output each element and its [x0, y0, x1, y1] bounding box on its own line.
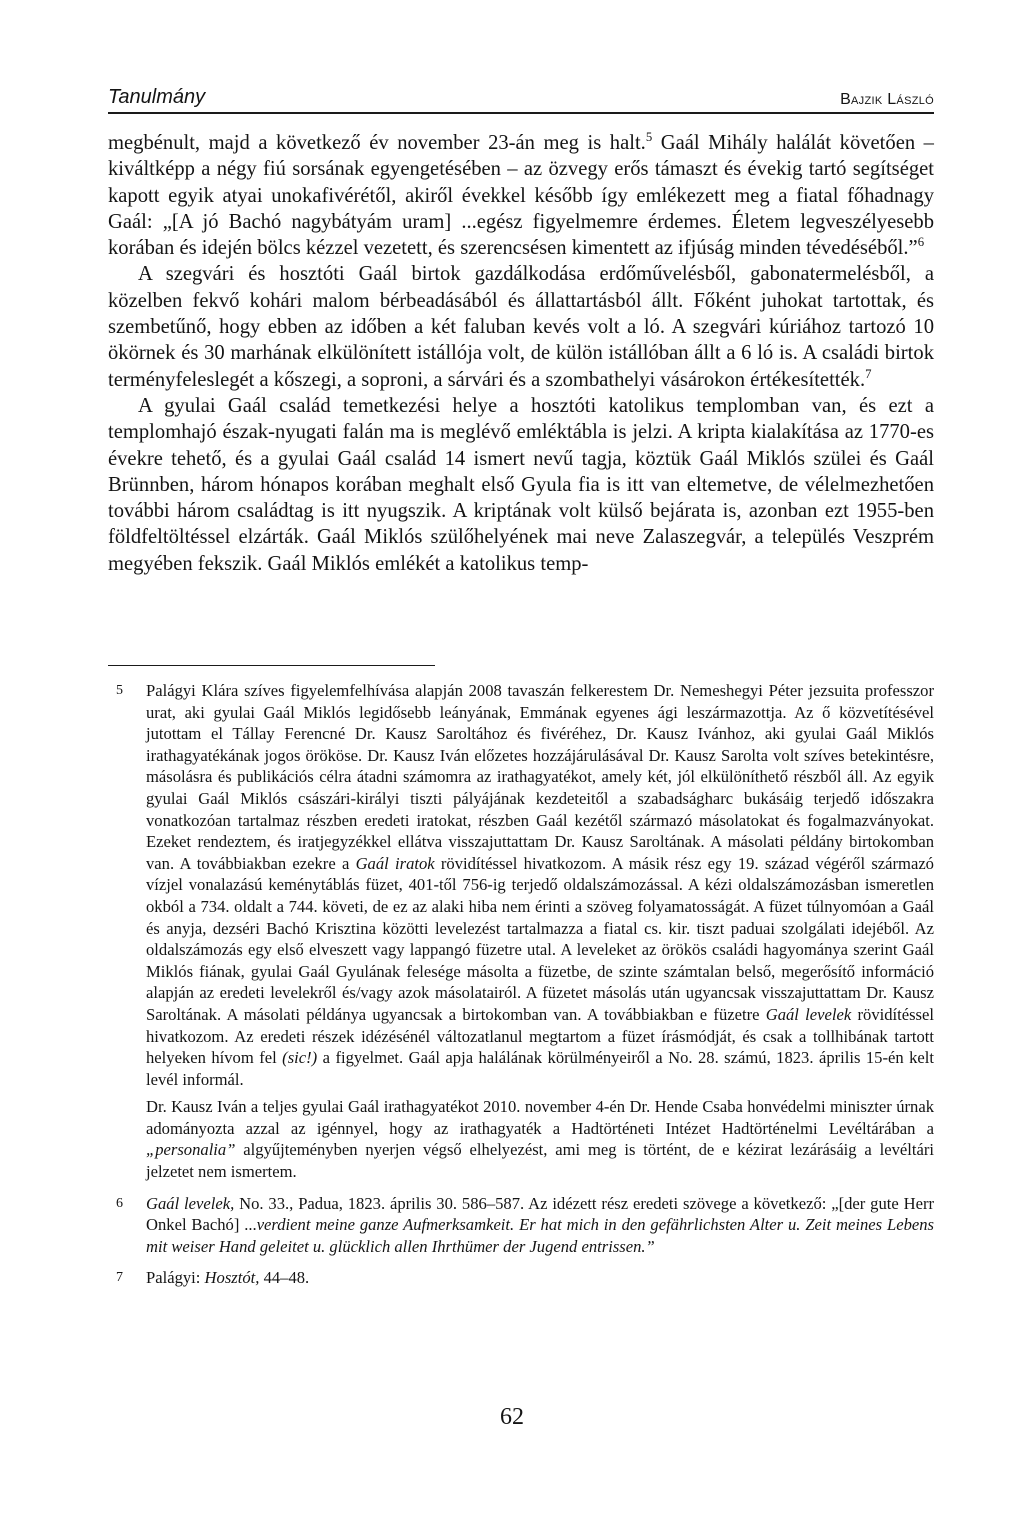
- footnote-5-paragraph-2: [146, 1096, 934, 1182]
- footnote-body: [146, 680, 934, 1189]
- footnote-number: 5: [116, 683, 123, 698]
- footnote-italic: Gaál iratok: [355, 853, 435, 873]
- header-author: Bajzik László: [840, 91, 934, 108]
- footnote-5-paragraph-1: [146, 680, 934, 1090]
- footnote-text: No. 33., Padua, 1823. április 30. 586–587. Az idézett rész eredeti szövege a következő: „[der gute Herr Onkel Bachó] ...: [146, 1193, 935, 1235]
- footnote-number: 6: [116, 1195, 123, 1211]
- footnote-italic: Gaál levelek,: [146, 1193, 235, 1213]
- header-section-title: Tanulmány: [108, 86, 206, 108]
- footnote-text: rövidítéssel hivatkozom. A másik rész egy 19. század végéről származó vízjel vonalazású keménytáblás füzet, 401-től 756-ig terjedő oldalszámozással. A kézi oldalszámozásban ismeretlen okból a 734. oldalt a 744. követi, de ez az alaki hiba nem érinti a szöveg folyamatosságát. A füzet túlnyomóan a Gaál és anyja, dezséri Bachó Krisztina közötti levelezést tartalmazza a fiatal cs. kir. tiszt paduai szolgálati idejéből. Az oldalszámozás egy első elveszett vagy lappangó füzetre utal. A leveleket az örökös családi hagyománya szerint Gaál Miklós fiának, gyulai Gaál Gyulának felesége másolta a füzetbe, de szinte számtalan belső, megerősítő információ alapján az eredeti levelekről és/vagy azok másolatairól. A füzetet másolás után ugyancsak visszajuttattam Dr. Kausz Saroltának. A másolati példánya ugyancsak a birtokomban van. A továbbiakban e füzetre: [146, 853, 934, 1024]
- footnote-6-paragraph: [146, 1193, 934, 1258]
- footnote-number: 7: [116, 1270, 123, 1286]
- footnote-ref-6: 6: [917, 235, 925, 250]
- footnote-text: a figyelmet. Gaál apja halálának körülményeiről a No. 28. számú, 1823. április 15-én kelt levél informál.: [146, 1048, 934, 1089]
- footnote-text: rövidítéssel hivatkozom. Az eredeti részek idézésénél változatlanul megtartom a füzet írásmódját, és csak a tollhibának tartott helyeken hívom fel: [146, 1004, 934, 1068]
- footnote-italic: (sic!): [282, 1048, 318, 1068]
- footnote-italic: Gaál levelek: [765, 1004, 852, 1024]
- paragraph-1: [108, 130, 934, 261]
- footnote-body: [146, 1193, 934, 1264]
- paragraph-2: [108, 261, 934, 392]
- footnote-text: Palágyi Klára szíves figyelemfelhívása alapján 2008 tavaszán felkerestem Dr. Nemeshegyi Péter jezsuita professzor urat, aki gyulai Gaál Miklós legidősebb leányának, Emmának egyenes ági leszármazottja. Az ő közvetítésével jutottam el Tállay Ferencné Dr. Kausz Saroltához és fivéréhez, Dr. Kausz Ivánhoz, aki gyulai Gaál Miklós irathagyatékának jogos örököse. Dr. Kausz Iván előzetes hozzájárulásával Dr. Kausz Sarolta volt szíves betekintésre, másolásra és publikációs célra átadni számomra az irathagyatékot, amely két, jól elkülöníthető részből áll. Az egyik gyulai Gaál Miklós császári-királyi tiszti pályájának kezdeteitől a szabadságharc bukásáig terjedő időszakra vonatkozóan tartalmaz részben eredeti iratokat, részben Gaál kezétől származó másolatokat és fogalmazványokat. Ezeket rendeztem, és iratjegyzékkel ellátva visszajuttattam Dr. Kausz Saroltának. A másolati példány birtokomban van. A továbbiakban ezekre a: [146, 681, 934, 873]
- running-header: [108, 86, 934, 114]
- footnote-text: Palágyi:: [146, 1268, 205, 1288]
- footnote-italic: verdient meine ganze Aufmerksamkeit. Er hat mich in den gefährlichsten Alter u. Zeit meines Lebens mit weiser Hand geleitet u. glücklich allen Ihrthümer der Jugend entrissen.”: [146, 1215, 934, 1256]
- footnote-text: 44–48.: [259, 1268, 310, 1288]
- footnote-ref-5: 5: [645, 130, 653, 145]
- footnote-body: [146, 1267, 934, 1295]
- paragraph-1-text-a: megbénult, majd a következő év november 23-án meg is halt.: [108, 132, 646, 154]
- paragraph-1-text-b: Gaál Mihály halálát követően – kiváltképp a négy fiú sorsának egyengetésében – az özvegy erős támaszt és évekig tartó segítséget kapott egyik atyai unokafivérétől, akiről évekkel később így emlékezett meg a fiatal főhadnagy Gaál: „[A jó Bachó nagybátyám uram] ...egész figyelmemre érdemes. Életem legveszélyesebb korában és idején bölcs kézzel vezetett, és szerencsésen kimentett az ifjúság minden tévedéséből.”: [108, 132, 934, 260]
- footnote-6: [108, 1193, 934, 1264]
- footnote-ref-7: 7: [865, 366, 872, 381]
- page-number: 62: [500, 1404, 524, 1430]
- footnote-separator: [108, 665, 435, 666]
- paragraph-2-text: A szegvári és hosztóti Gaál birtok gazdálkodása erdőművelésből, gabonatermelésből, a közelben fekvő kohári malom bérbeadásából és állattartásból állt. Főként juhokat tartottak, és szembetűnő, hogy ebben az időben a két faluban kevés volt a ló. A szegvári kúriához tartozó 10 ökörnek és 30 marhának elkülönített istállója volt, de külön istállóban állt a 6 ló is. A családi birtok terményfeleslegét a kőszegi, a soproni, a sárvári és a szombathelyi vásárokon értékesítették.: [108, 263, 934, 391]
- footnote-text: Dr. Kausz Iván a teljes gyulai Gaál irathagyatékot 2010. november 4-én Dr. Hende Csaba honvédelmi miniszter úrnak adományozta azzal az igénnyel, hogy az irathagyaték a Hadtörténeti Intézet Hadtörténelmi Levéltárában a: [146, 1097, 934, 1138]
- footnote-text: algyűjteményben nyerjen végső elhelyezést, ami meg is történt, de e kézirat lezárásáig a levéltári jelzetet nem ismertem.: [146, 1140, 934, 1182]
- footnote-5: [108, 680, 934, 1189]
- paragraph-3: A gyulai Gaál család temetkezési helye a hosztóti katolikus templomban van, és ezt a templomhajó észak-nyugati falán ma is meglévő emléktábla is jelzi. A kripta kialakítása az 1770-es évekre tehető, és a gyulai Gaál család 14 ismert nevű tagja, köztük Gaál Miklós szülei és Gaál Brünnben, három hónapos korában meghalt első Gyula fia is itt van eltemetve, de vélelmezhetően további három családtag is itt nyugszik. A kriptának volt külső bejárata is, azonban ezt 1955-ben földfeltöltéssel elzárták. Gaál Miklós szülőhelyének mai neve Zalaszegvár, a település Veszprém megyében fekszik. Gaál Miklós emlékét a katolikus temp-: [108, 394, 934, 575]
- footnotes: [108, 680, 934, 1299]
- body-text: [108, 130, 934, 577]
- footnote-italic: „personalia”: [146, 1140, 236, 1160]
- footnote-7-paragraph: [146, 1267, 934, 1289]
- footnote-7: [108, 1267, 934, 1295]
- footnote-italic: Hosztót,: [204, 1268, 260, 1288]
